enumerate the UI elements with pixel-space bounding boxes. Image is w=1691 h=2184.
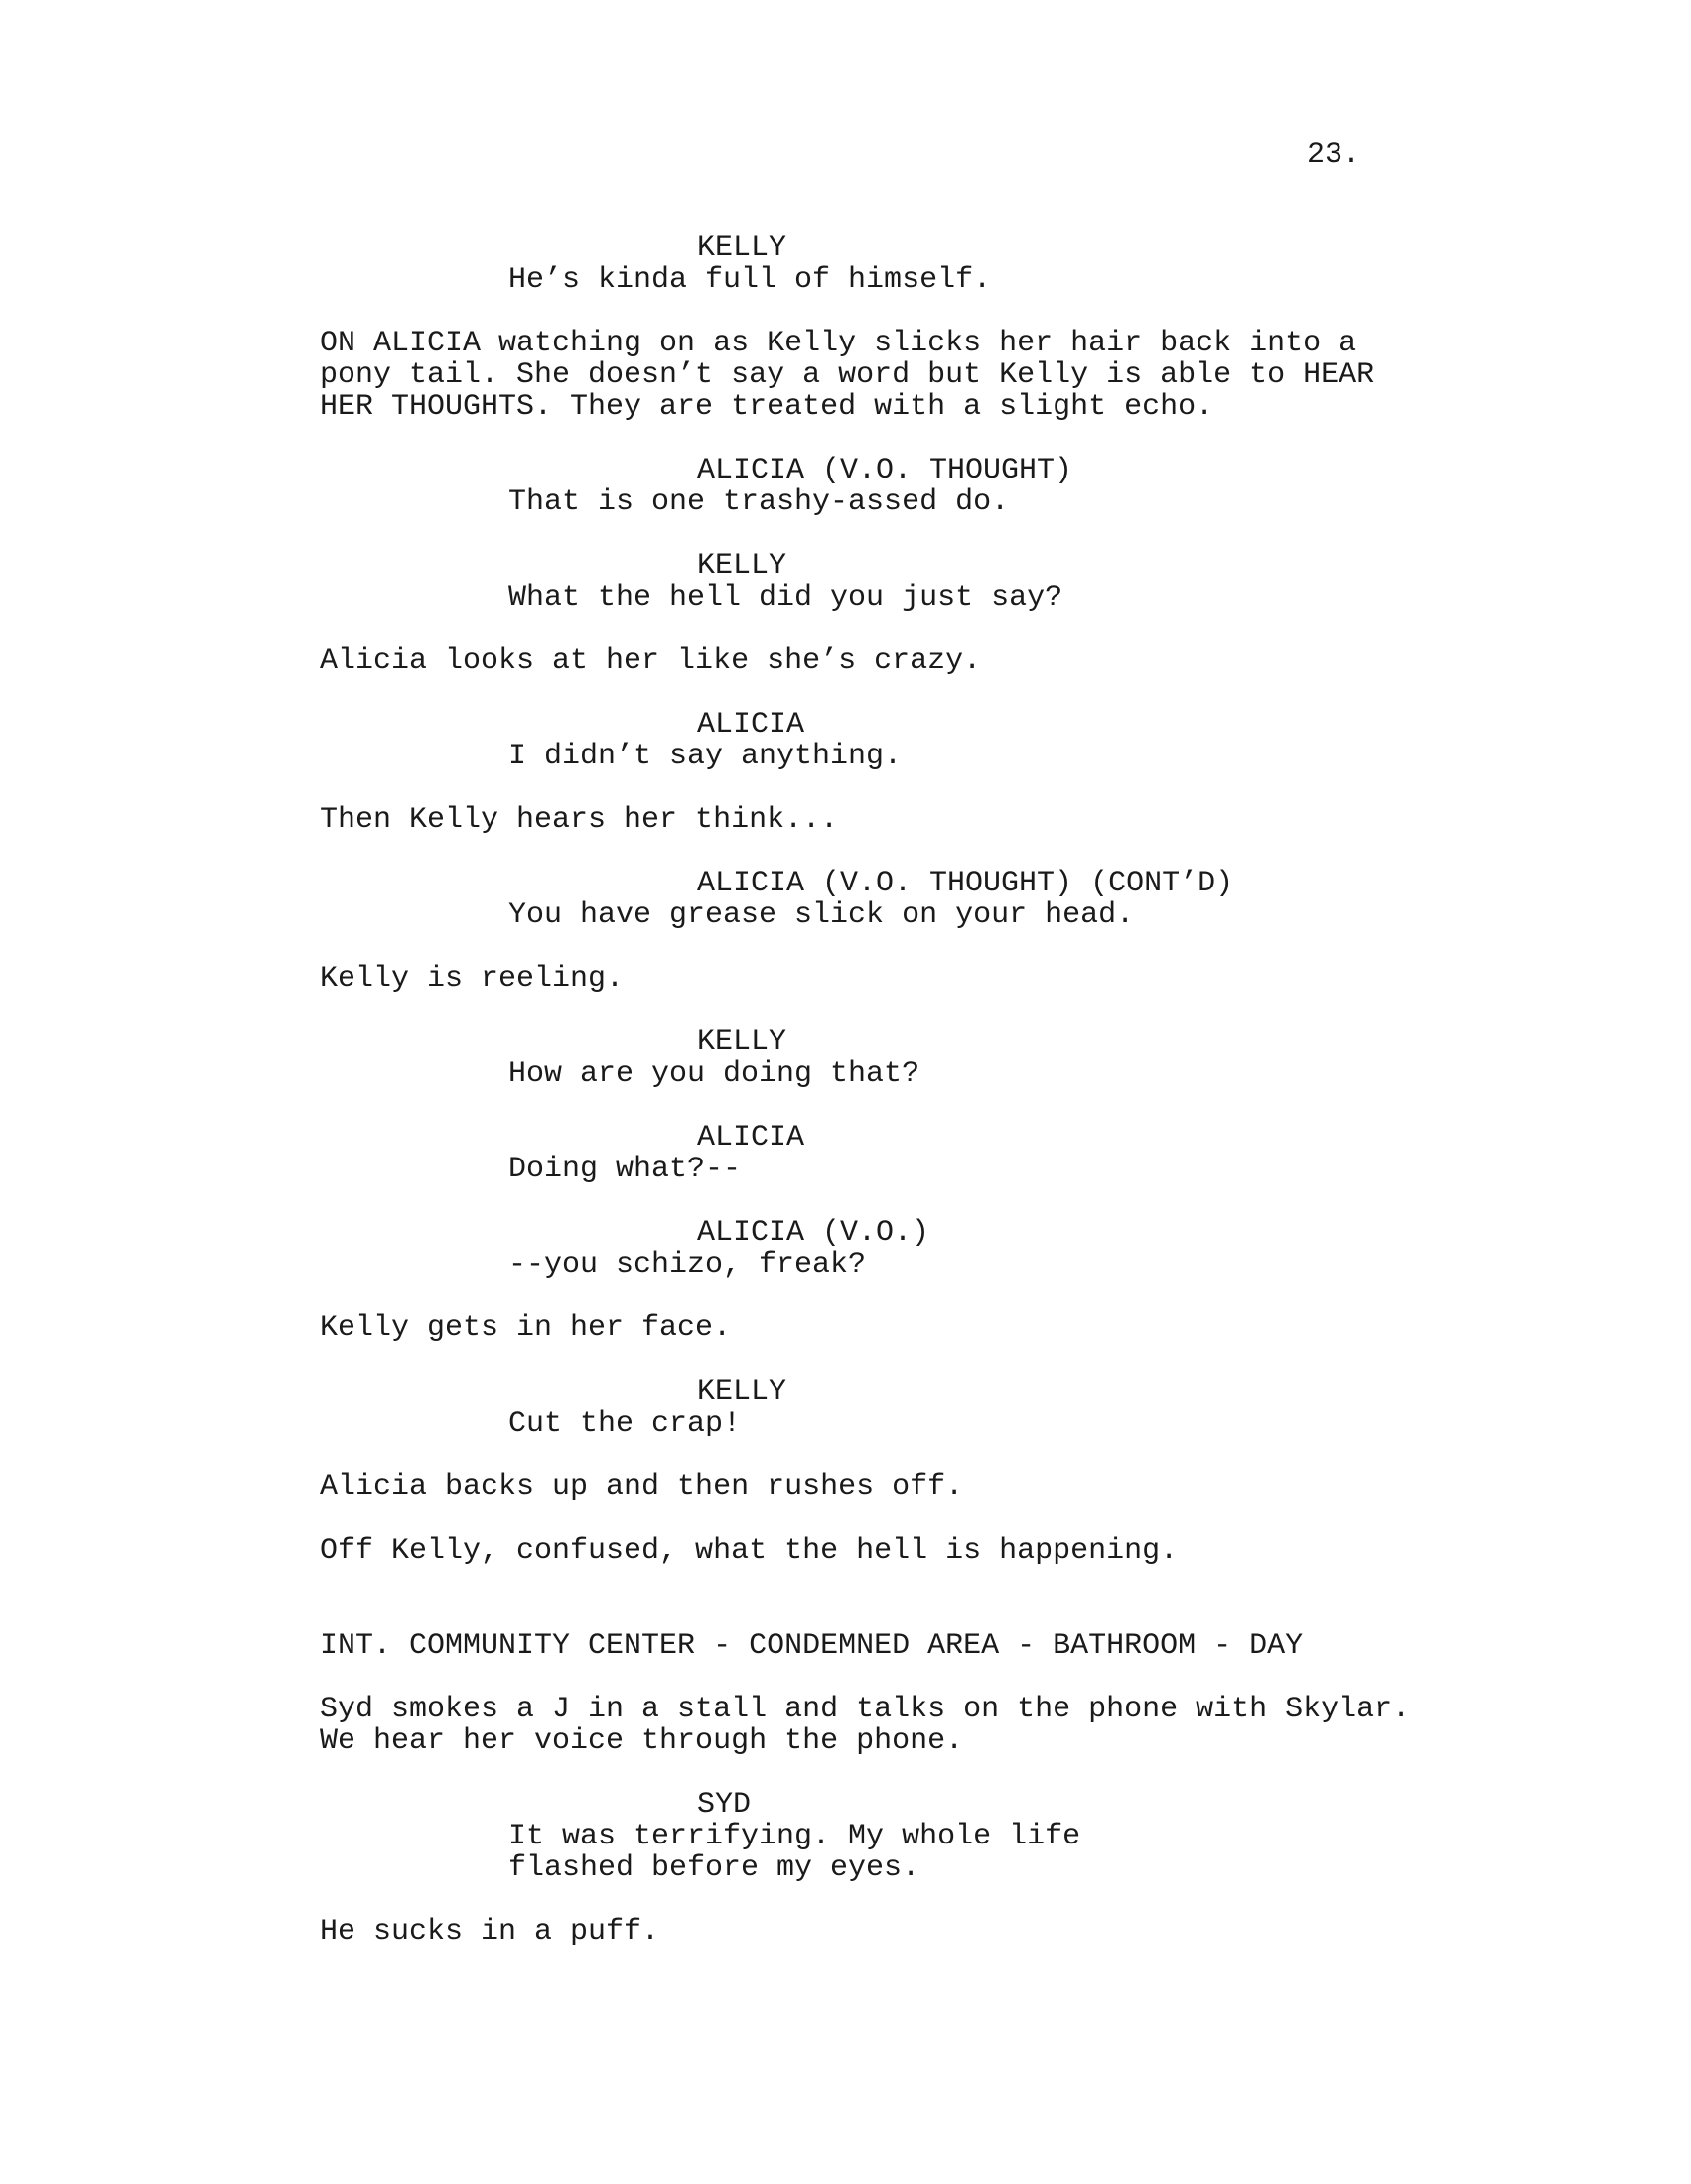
dialogue-line: What the hell did you just say? xyxy=(508,581,1063,614)
page-number: 23. xyxy=(1307,138,1361,172)
dialogue-line: --you schizo, freak? xyxy=(508,1248,867,1282)
action-line: Syd smokes a J in a stall and talks on the phone with Skylar. We hear her voice through the phone. xyxy=(320,1693,1411,1758)
character-cue: KELLY xyxy=(697,1375,787,1409)
action-line: Alicia looks at her like she’s crazy. xyxy=(320,644,982,678)
dialogue-line: That is one trashy-assed do. xyxy=(508,485,1010,519)
dialogue-line: I didn’t say anything. xyxy=(508,740,903,773)
character-cue: KELLY xyxy=(697,231,787,265)
action-line: Off Kelly, confused, what the hell is happening. xyxy=(320,1534,1179,1568)
action-line: ON ALICIA watching on as Kelly slicks her hair back into a pony tail. She doesn’t say a word but Kelly is able to HEAR HER THOUGHTS. They are treated with a slight echo. xyxy=(320,327,1375,424)
character-cue: KELLY xyxy=(697,1025,787,1059)
character-cue: ALICIA (V.O. THOUGHT) xyxy=(697,454,1073,487)
action-line: Then Kelly hears her think... xyxy=(320,803,839,837)
character-cue: ALICIA xyxy=(697,708,805,742)
character-cue: ALICIA (V.O. THOUGHT) (CONT’D) xyxy=(697,867,1234,900)
character-cue: ALICIA xyxy=(697,1121,805,1155)
dialogue-line: How are you doing that? xyxy=(508,1057,920,1091)
dialogue-line: It was terrifying. My whole life flashed before my eyes. xyxy=(508,1820,1081,1885)
script-body xyxy=(320,232,1511,1948)
action-line: Kelly gets in her face. xyxy=(320,1311,732,1345)
action-line: He sucks in a puff. xyxy=(320,1915,660,1949)
character-cue: ALICIA (V.O.) xyxy=(697,1216,930,1250)
dialogue-line: He’s kinda full of himself. xyxy=(508,263,992,297)
scene-heading: INT. COMMUNITY CENTER - CONDEMNED AREA - BATHROOM - DAY xyxy=(320,1629,1304,1663)
character-cue: SYD xyxy=(697,1788,752,1822)
dialogue-line: You have grease slick on your head. xyxy=(508,898,1135,932)
dialogue-line: Doing what?-- xyxy=(508,1153,742,1186)
action-line: Kelly is reeling. xyxy=(320,962,625,996)
action-line: Alicia backs up and then rushes off. xyxy=(320,1470,964,1504)
dialogue-line: Cut the crap! xyxy=(508,1407,742,1440)
character-cue: KELLY xyxy=(697,549,787,583)
